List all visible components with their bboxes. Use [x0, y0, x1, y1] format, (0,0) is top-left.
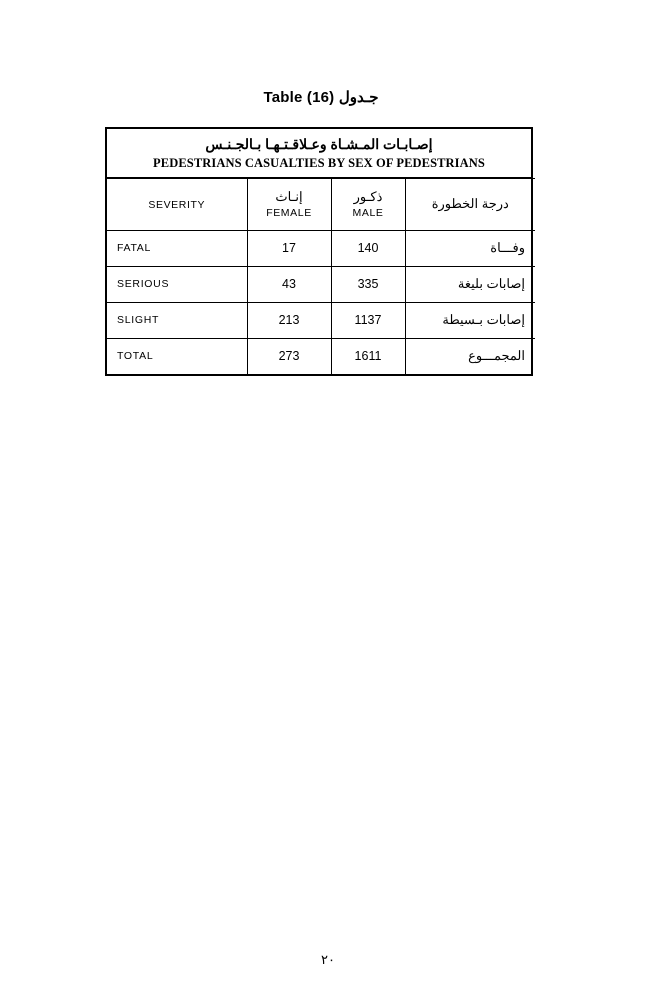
statistics-table [105, 127, 533, 376]
cell-male-count: 335 [331, 266, 405, 302]
column-header-severity-en-label: SEVERITY [148, 199, 206, 211]
cell-severity-ar: وفـــاة [405, 230, 535, 266]
table-row [107, 302, 535, 338]
cell-severity-ar: إصابات بـسيطة [405, 302, 535, 338]
column-header-male-english: MALE [352, 206, 384, 219]
cell-male-count: 1611 [331, 338, 405, 374]
table-body [107, 178, 535, 375]
cell-female-count: 17 [247, 230, 331, 266]
table-header-arabic: إصـابـات المـشـاة وعـلاقـتـهـا بـالجـنـس [205, 136, 433, 152]
column-header-severity-ar-label: درجة الخطورة [431, 196, 509, 211]
cell-severity-en: FATAL [107, 230, 247, 266]
column-header-male-arabic: ذكـور [353, 189, 383, 205]
cell-female-count: 213 [247, 302, 331, 338]
cell-male-count: 140 [331, 230, 405, 266]
column-header-severity-ar [405, 178, 535, 230]
cell-severity-ar: إصابات بليغة [405, 266, 535, 302]
table-caption [0, 88, 656, 107]
cell-severity-en: SLIGHT [107, 302, 247, 338]
table-header-band [107, 129, 531, 178]
column-header-female [247, 178, 331, 230]
cell-female-count: 273 [247, 338, 331, 374]
cell-female-count: 43 [247, 266, 331, 302]
page-number: ٢٠ [321, 952, 335, 967]
cell-severity-ar: المجمـــوع [405, 338, 535, 374]
table-caption-arabic: جـدول [338, 89, 379, 106]
table-row [107, 230, 535, 266]
column-header-female-arabic: إنـاث [275, 189, 303, 205]
column-header-severity-en [107, 178, 247, 230]
table-row [107, 338, 535, 374]
table-column-header-row [107, 178, 535, 230]
table-caption-english: Table (16) [263, 89, 335, 106]
column-header-female-english: FEMALE [266, 206, 312, 219]
table-row [107, 266, 535, 302]
cell-male-count: 1137 [331, 302, 405, 338]
column-header-male [331, 178, 405, 230]
cell-severity-en: SERIOUS [107, 266, 247, 302]
table-header-english: PEDESTRIANS CASUALTIES BY SEX OF PEDESTRIANS [153, 155, 485, 170]
cell-severity-en: TOTAL [107, 338, 247, 374]
